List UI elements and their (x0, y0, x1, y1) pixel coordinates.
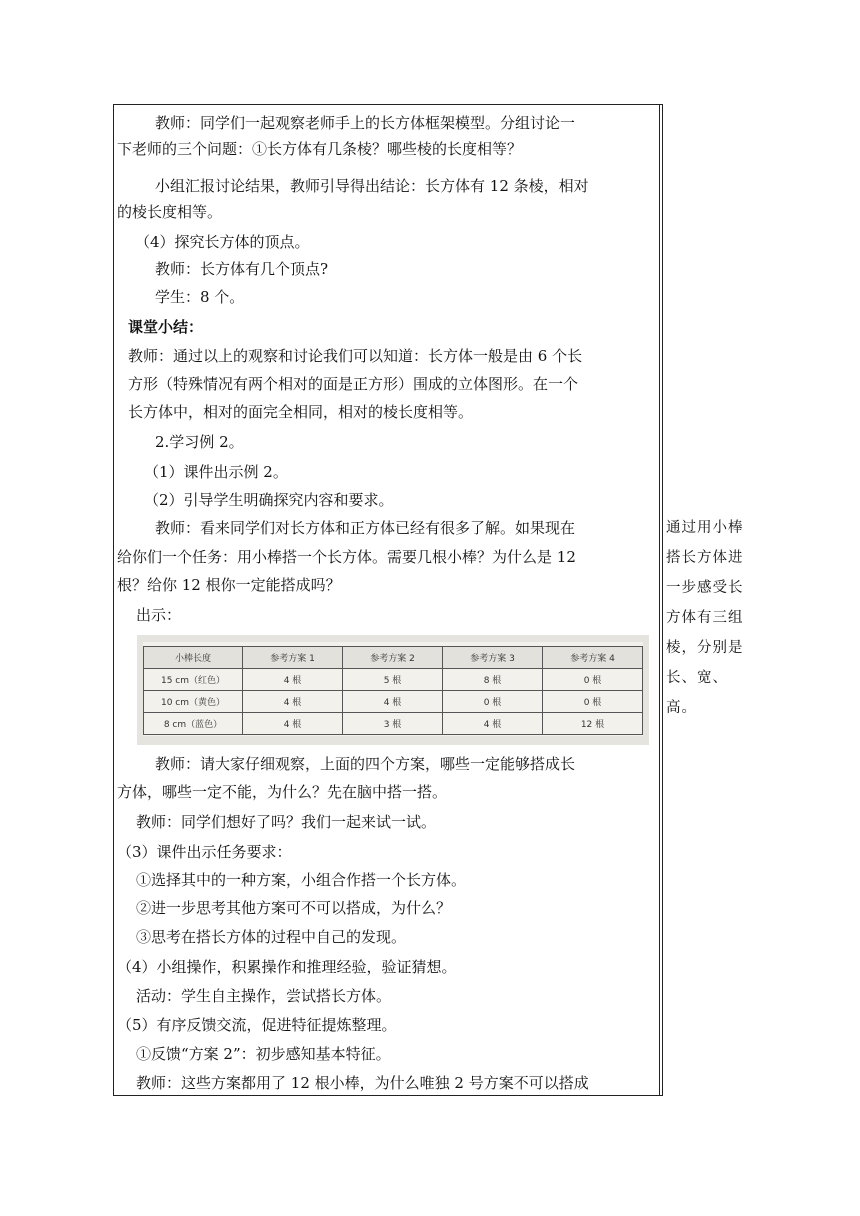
plan-header-cell: 参考方案 3 (443, 647, 543, 669)
plan-cell: 4 根 (243, 713, 343, 735)
text-line-12: 2.学习例 2。 (155, 433, 244, 451)
plan-cell: 4 根 (443, 713, 543, 735)
text-line-14: （2）引导学生明确探究内容和要求。 (144, 491, 394, 509)
text-line-15: 教师：看来同学们对长方体和正方体已经有很多了解。如果现在 (155, 519, 576, 537)
text-line-5: （4）探究长方体的顶点。 (135, 233, 310, 251)
text-line-1: 教师：同学们一起观察老师手上的长方体框架模型。分组讨论一 (155, 114, 576, 132)
plan-table-photo (137, 635, 649, 745)
text-line-29: ①反馈“方案 2”：初步感知基本特征。 (136, 1045, 391, 1063)
plan-cell: 0 根 (443, 691, 543, 713)
text-line-7: 学生：8 个。 (155, 288, 245, 306)
plan-cell: 15 cm（红色） (144, 669, 243, 691)
text-line-3: 小组汇报讨论结果，教师引导得出结论：长方体有 12 条棱，相对 (155, 177, 589, 195)
text-line-23: ①选择其中的一种方案，小组合作搭一个长方体。 (136, 871, 467, 889)
text-line-26: （4）小组操作，积累操作和推理经验，验证猜想。 (117, 958, 457, 976)
plan-cell: 0 根 (543, 669, 643, 691)
text-line-18: 出示： (136, 606, 182, 624)
text-line-16: 给你们一个任务：用小棒搭一个长方体。需要几根小棒？为什么是 12 (117, 548, 576, 566)
text-line-22: （3）课件出示任务要求： (117, 843, 292, 861)
plan-cell: 5 根 (343, 669, 443, 691)
text-line-2: 下老师的三个问题：①长方体有几条棱？哪些棱的长度相等？ (117, 140, 523, 158)
plan-table-row (144, 713, 643, 735)
plan-table-row (144, 669, 643, 691)
text-line-19: 教师：请大家仔细观察，上面的四个方案，哪些一定能够搭成长 (155, 755, 576, 773)
text-line-17: 根？给你 12 根你一定能搭成吗？ (117, 576, 341, 594)
plan-header-cell: 小棒长度 (144, 647, 243, 669)
text-line-6: 教师：长方体有几个顶点? (155, 260, 329, 278)
text-line-21: 教师：同学们想好了吗？我们一起来试一试。 (136, 813, 437, 831)
text-line-9: 教师：通过以上的观察和讨论我们可以知道：长方体一般是由 6 个长 (128, 347, 583, 365)
plan-header-cell: 参考方案 1 (243, 647, 343, 669)
text-line-10: 方形（特殊情况有两个相对的面是正方形）围成的立体图形。在一个 (128, 375, 579, 393)
summary-heading: 课堂小结： (128, 318, 204, 336)
text-line-13: （1）课件出示例 2。 (144, 463, 288, 481)
text-line-28: （5）有序反馈交流，促进特征提炼整理。 (117, 1016, 397, 1034)
plan-table (143, 646, 643, 735)
plan-cell: 8 cm（蓝色） (144, 713, 243, 735)
plan-header-cell: 参考方案 4 (543, 647, 643, 669)
lesson-table-frame (113, 104, 663, 1096)
text-line-20: 方体，哪些一定不能，为什么？先在脑中搭一搭。 (117, 783, 448, 801)
plan-cell: 10 cm（黄色） (144, 691, 243, 713)
plan-cell: 4 根 (343, 691, 443, 713)
text-line-24: ②进一步思考其他方案可不可以搭成，为什么？ (136, 899, 452, 917)
plan-cell: 0 根 (543, 691, 643, 713)
text-line-4: 的棱长度相等。 (117, 203, 223, 221)
text-line-11: 长方体中，相对的面完全相同，相对的棱长度相等。 (128, 403, 474, 421)
plan-table-row (144, 691, 643, 713)
plan-cell: 3 根 (343, 713, 443, 735)
text-line-30: 教师：这些方案都用了 12 根小棒，为什么唯独 2 号方案不可以搭成 (136, 1074, 589, 1092)
plan-table-header-row (144, 647, 643, 669)
side-note: 通过用小棒搭长方体进一步感受长方体有三组棱，分别是长、宽、高。 (666, 520, 744, 716)
column-divider (659, 104, 660, 1096)
plan-header-cell: 参考方案 2 (343, 647, 443, 669)
plan-cell: 8 根 (443, 669, 543, 691)
plan-cell: 4 根 (243, 669, 343, 691)
text-line-25: ③思考在搭长方体的过程中自己的发现。 (136, 928, 407, 946)
plan-cell: 12 根 (543, 713, 643, 735)
plan-cell: 4 根 (243, 691, 343, 713)
text-line-27: 活动：学生自主操作，尝试搭长方体。 (136, 987, 392, 1005)
